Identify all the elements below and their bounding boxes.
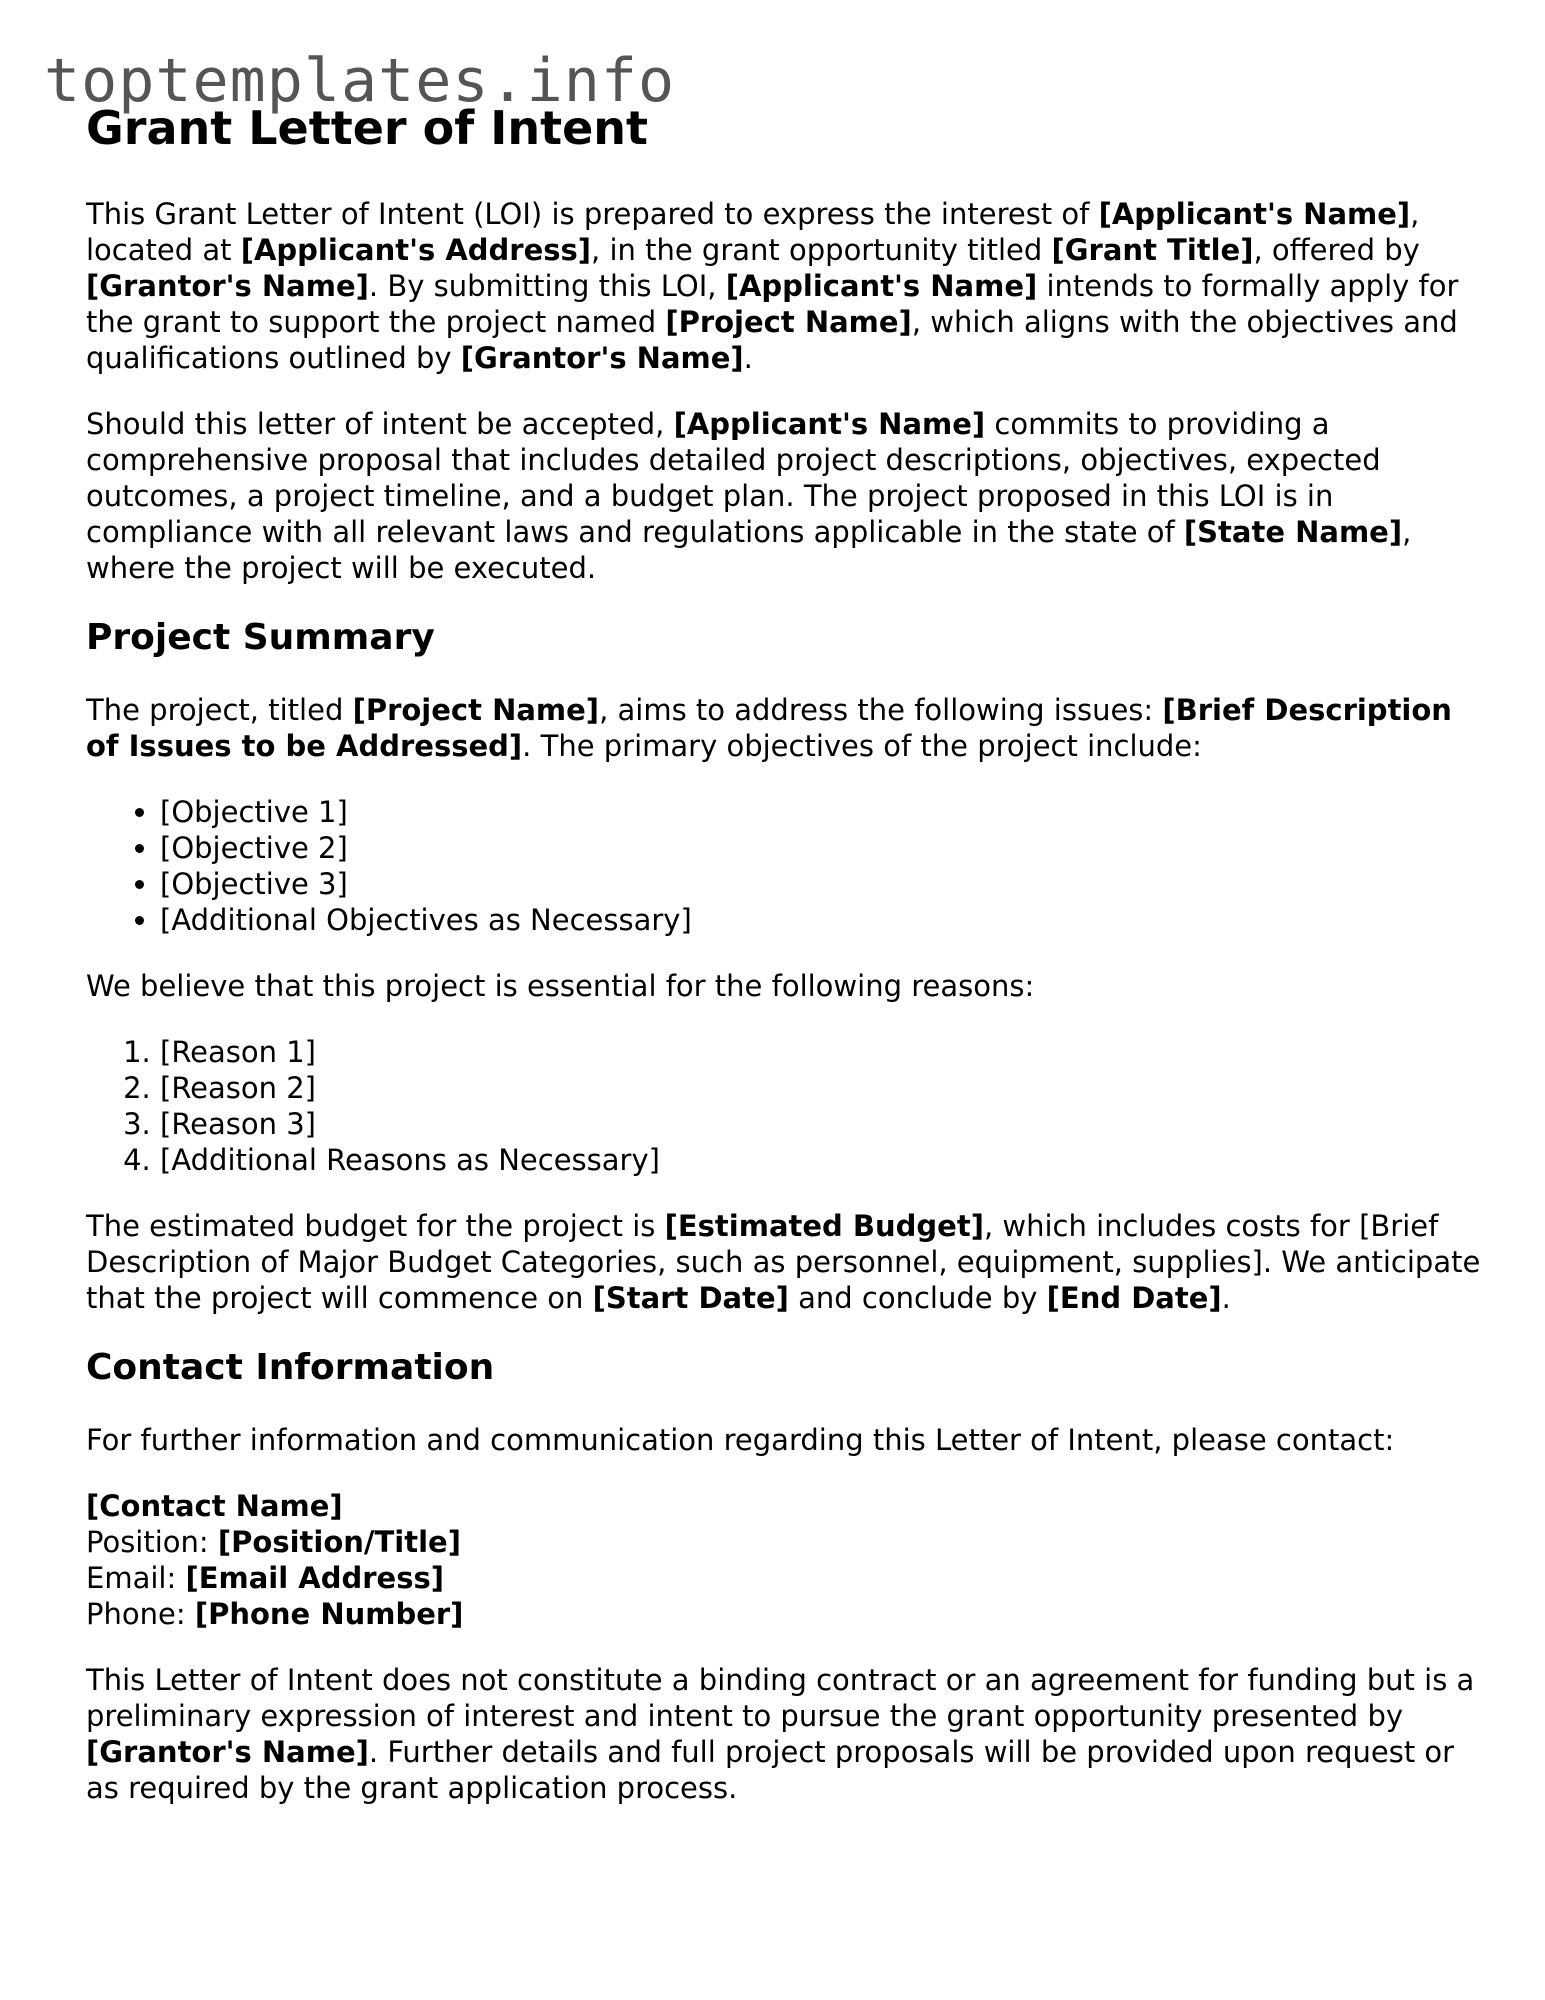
project-name-placeholder: [Project Name] [665, 305, 912, 339]
list-item: • [Objective 3] [160, 866, 1486, 902]
phone-placeholder: [Phone Number] [194, 1597, 464, 1631]
site-watermark: toptemplates.info [44, 46, 676, 116]
grant-title-placeholder: [Grant Title] [1051, 233, 1254, 267]
reasons-intro: We believe that this project is essential for the following reasons: [86, 969, 1035, 1003]
closing-text-2: . Further details and full project proposals will be provided upon request or as required by the grant application process. [86, 1735, 1455, 1805]
budget-text-3: and conclude by [788, 1281, 1047, 1315]
intro-text-6: intends to formally apply for the grant to support the project named [86, 269, 1459, 339]
contact-information-heading: Contact Information [86, 1347, 495, 1388]
email-placeholder: [Email Address] [185, 1561, 444, 1595]
project-summary-heading: Project Summary [86, 617, 435, 658]
start-date-placeholder: [Start Date] [592, 1281, 789, 1315]
estimated-budget-placeholder: [Estimated Budget] [664, 1209, 984, 1243]
grantor-name-placeholder: [Grantor's Name] [460, 341, 744, 375]
intro-text-3: , in the grant opportunity titled [591, 233, 1052, 267]
contact-name-placeholder: [Contact Name] [86, 1489, 343, 1523]
document-title: Grant Letter of Intent [86, 101, 649, 155]
commit-text-3: , where the project will be executed. [86, 515, 1412, 585]
objectives-list [86, 794, 1486, 938]
grantor-name-placeholder: [Grantor's Name] [86, 1735, 369, 1769]
grantor-name-placeholder: [Grantor's Name] [86, 269, 369, 303]
contact-phone-line [86, 1596, 1486, 1632]
project-name-placeholder: [Project Name] [352, 693, 600, 727]
contact-block [86, 1488, 1486, 1632]
applicant-name-placeholder: [Applicant's Name] [1098, 197, 1411, 231]
budget-paragraph [86, 1208, 1486, 1316]
list-item: 2. [Reason 2] [160, 1070, 1486, 1106]
closing-text-1: This Letter of Intent does not constitute a binding contract or an agreement for funding but is a preliminary expression of interest and intent to pursue the grant opportunity presented by [86, 1663, 1475, 1733]
list-item: 1. [Reason 1] [160, 1034, 1486, 1070]
budget-text-1: The estimated budget for the project is [86, 1209, 665, 1243]
intro-text-1: This Grant Letter of Intent (LOI) is prepared to express the interest of [86, 197, 1099, 231]
budget-text-2: , which includes costs for [Brief Description of Major Budget Categories, such as personnel, equipment, supplies]. We anticipate that the project will commence on [86, 1209, 1481, 1315]
summary-text-2: , aims to address the following issues: [599, 693, 1163, 727]
summary-text-1: The project, titled [86, 693, 353, 727]
budget-text-4: . [1221, 1281, 1231, 1315]
list-item: • [Objective 2] [160, 830, 1486, 866]
reasons-list [86, 1034, 1486, 1178]
applicant-name-placeholder: [Applicant's Name] [673, 407, 986, 441]
commit-text-1: Should this letter of intent be accepted, [86, 407, 674, 441]
phone-label: Phone: [86, 1597, 195, 1631]
issues-description-placeholder: [Brief Description of Issues to be Addressed] [86, 693, 1452, 763]
closing-paragraph [86, 1662, 1486, 1806]
email-label: Email: [86, 1561, 186, 1595]
intro-text-8: . [743, 341, 753, 375]
intro-text-2: , located at [86, 197, 1420, 267]
list-item: • [Objective 1] [160, 794, 1486, 830]
applicant-address-placeholder: [Applicant's Address] [240, 233, 592, 267]
list-item: 3. [Reason 3] [160, 1106, 1486, 1142]
contact-position-line [86, 1524, 1486, 1560]
contact-name-line [86, 1488, 1486, 1524]
project-summary-paragraph [86, 692, 1486, 764]
commit-text-2: commits to providing a comprehensive proposal that includes detailed project descriptions, objectives, expected outcomes, a project timeline, and a budget plan. The project proposed in this LOI is in compliance with all relevant laws and regulations applicable in the state of [86, 407, 1381, 549]
applicant-name-placeholder: [Applicant's Name] [725, 269, 1038, 303]
document-body [86, 100, 1486, 1836]
intro-text-7: , which aligns with the objectives and qualifications outlined by [86, 305, 1458, 375]
contact-email-line [86, 1560, 1486, 1596]
contact-intro: For further information and communication regarding this Letter of Intent, please contact: [86, 1423, 1395, 1457]
position-placeholder: [Position/Title] [217, 1525, 461, 1559]
state-name-placeholder: [State Name] [1183, 515, 1403, 549]
end-date-placeholder: [End Date] [1046, 1281, 1222, 1315]
summary-text-3: . The primary objectives of the project include: [522, 729, 1202, 763]
position-label: Position: [86, 1525, 218, 1559]
list-item: 4. [Additional Reasons as Necessary] [160, 1142, 1486, 1178]
intro-paragraph [86, 196, 1486, 376]
intro-text-5: . By submitting this LOI, [368, 269, 726, 303]
commitment-paragraph [86, 406, 1486, 586]
list-item: • [Additional Objectives as Necessary] [160, 902, 1486, 938]
intro-text-4: , offered by [1253, 233, 1420, 267]
